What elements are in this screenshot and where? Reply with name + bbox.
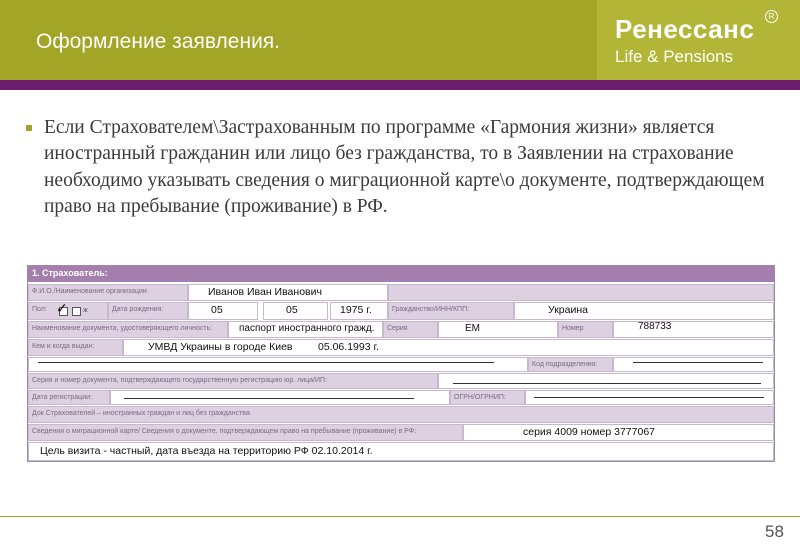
migration-card-label: Сведения о миграционной карте/ Сведения о документе, подтверждающем право на пребывание (проживание) в РФ:: [28, 424, 463, 441]
fio-value: Иванов Иван Иванович: [208, 286, 322, 298]
series-label: Серия: [383, 321, 438, 338]
foreign-docs-label: Док Страхователей – иностранных граждан и лиц без гражданства: [28, 406, 774, 423]
fio-label: Ф.И.О./Наименование организации: [28, 284, 188, 301]
logo-brand: Ренессанс: [615, 14, 755, 44]
checkmark-icon: ✓: [56, 300, 68, 316]
header-divider-band: [0, 80, 800, 90]
page-number: 58: [765, 522, 784, 541]
bullet-paragraph: Если Страхователем\Застрахованным по программе «Гармония жизни» является иностранный гражданин или лицо без гражданства, то в Заявлении на страхование необходимо указывать сведения о миграционной карте\о документе, подтверждающем право на пребывание (проживание) в РФ.: [44, 117, 765, 218]
application-form: [27, 265, 775, 462]
form-section-header: [28, 266, 774, 282]
birth-month-value: 05: [286, 304, 298, 316]
doc-name-label: Наименование документа, удостоверяющего личность:: [28, 321, 228, 338]
footer-divider: [0, 516, 800, 517]
gender-label: Пол:: [28, 302, 108, 320]
ogrn-underline: [534, 397, 764, 398]
logo-subtitle: Life & Pensions: [615, 47, 734, 66]
doc-name-value: паспорт иностранного гражд.: [239, 323, 375, 334]
number-value: 788733: [638, 321, 672, 332]
slide-title: Оформление заявления.: [36, 30, 281, 53]
number-label: Номер: [558, 321, 613, 338]
birth-date-label: Дата рождения:: [108, 302, 188, 320]
registered-mark-icon: R: [765, 10, 778, 23]
reg-doc-field: [438, 373, 774, 389]
citizenship-label: Гражданство/ИНН/КПП:: [388, 302, 514, 320]
reg-date-label: Дата регистрации:: [28, 390, 110, 405]
issued-by-value: УМВД Украины в городе Киев: [148, 341, 293, 353]
dept-code-field: [613, 357, 774, 372]
ogrn-label: ОГРН/ОГРНИП:: [450, 390, 525, 405]
slide-header: [0, 0, 800, 80]
fio-spacer-cell: [388, 284, 774, 301]
dept-code-underline: [633, 362, 763, 363]
gender-female-checkbox: [72, 307, 81, 316]
reg-doc-underline: [453, 383, 761, 384]
reg-date-underline: [124, 398, 414, 399]
bullet-icon: [26, 125, 32, 131]
issued-by-underline: [38, 362, 494, 363]
renaissance-logo: [597, 0, 800, 80]
issued-by-label: Кем и когда выдан:: [28, 339, 123, 356]
series-value: ЕМ: [465, 323, 480, 334]
issued-date-value: 05.06.1993 г.: [318, 341, 379, 353]
dept-code-label: Код подразделения:: [528, 357, 613, 372]
form-section-title: 1. Страхователь:: [32, 268, 108, 278]
series-field: [438, 321, 558, 338]
birth-day-value: 05: [211, 304, 223, 316]
citizenship-value: Украина: [548, 304, 588, 316]
gender-female-label: ж: [83, 307, 88, 314]
issued-by-continued-field: [28, 357, 528, 372]
birth-year-value: 1975 г.: [340, 304, 372, 316]
reg-doc-label: Серия и номер документа, подтверждающего государственную регистрацию юр. лица/ИП:: [28, 373, 438, 389]
birth-day-field: [188, 302, 258, 320]
migration-card-value: серия 4009 номер 3777067: [523, 426, 656, 438]
visit-purpose-value: Цель визита - частный, дата въезда на территорию РФ 02.10.2014 г.: [40, 445, 373, 457]
